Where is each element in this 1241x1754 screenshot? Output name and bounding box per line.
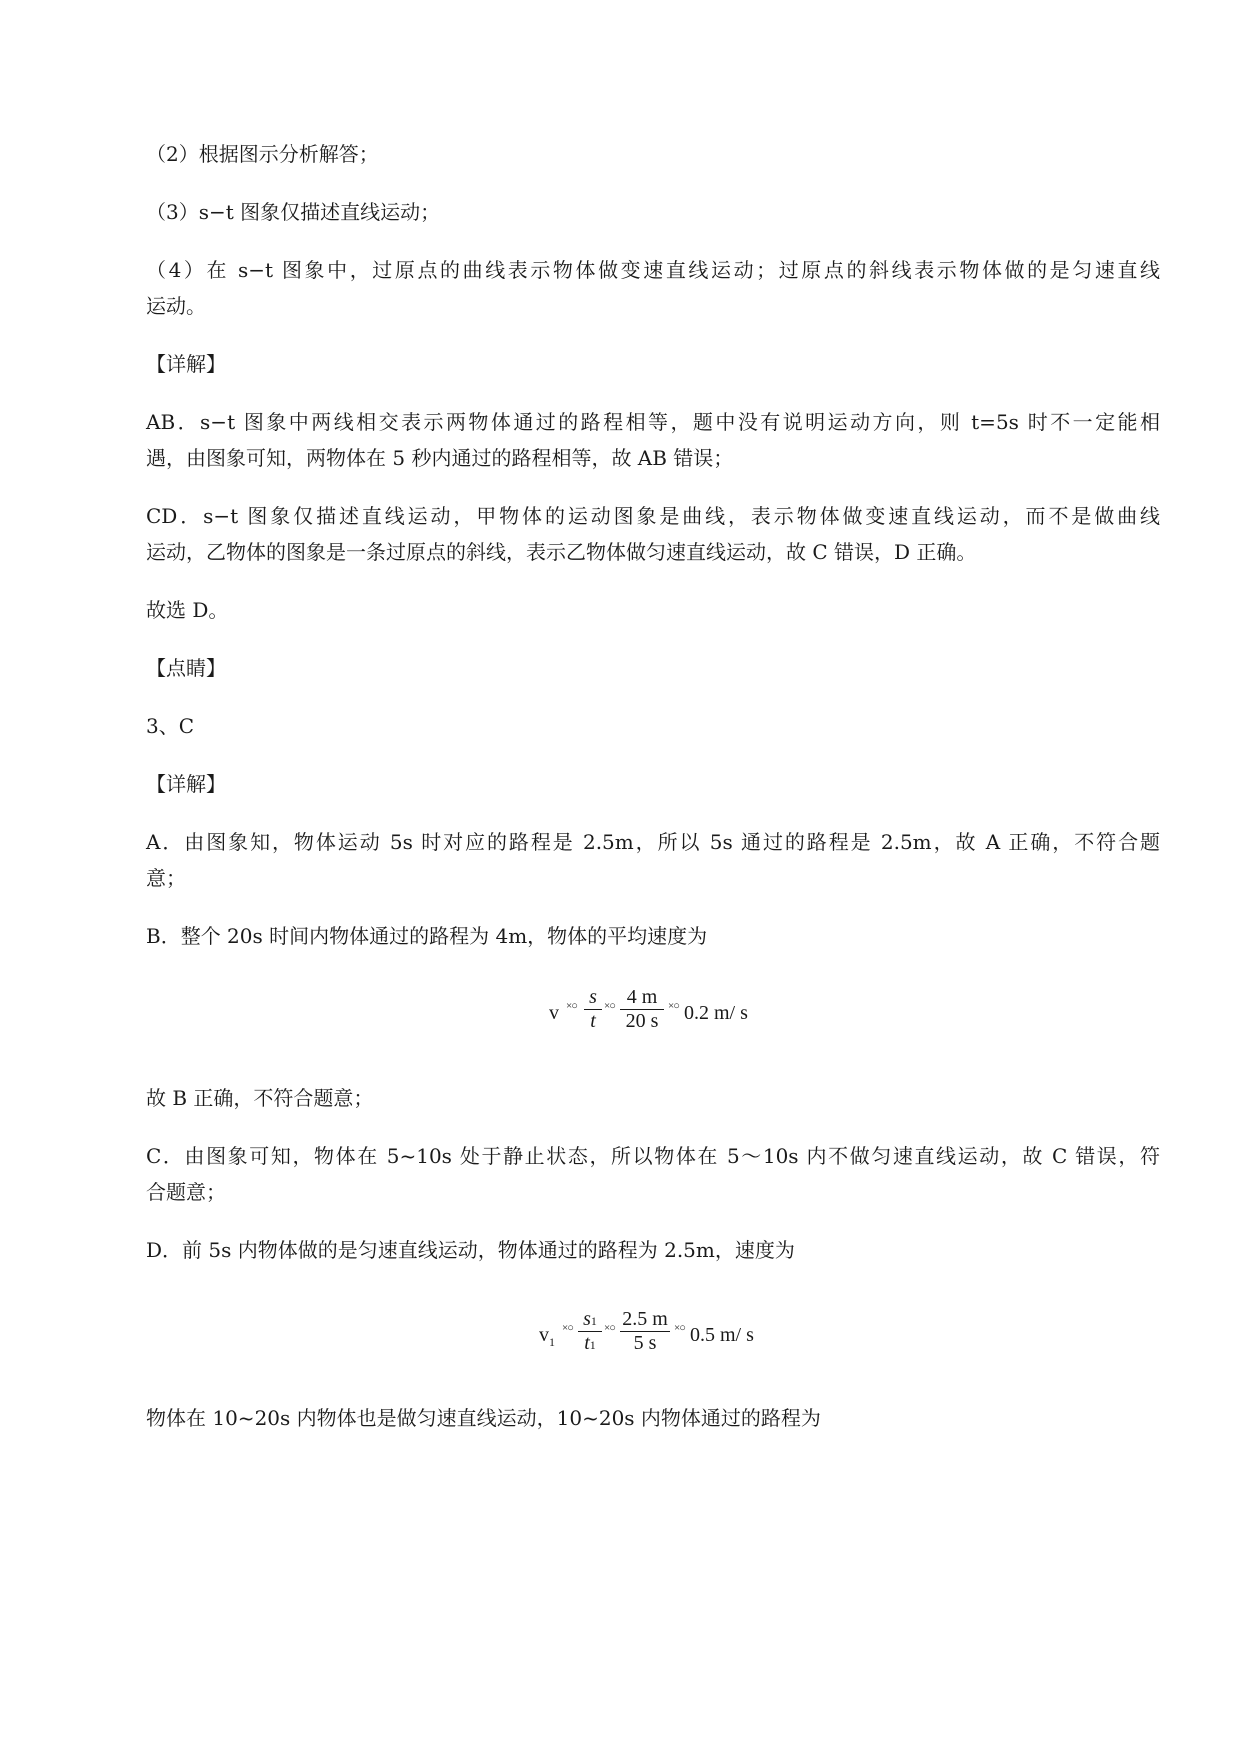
text-line: 运动。 [146, 294, 206, 318]
text-line: B．整个 20s 时间内物体通过的路程为 4m，物体的平均速度为 [146, 924, 708, 948]
fraction-numerator: s1 [583, 1308, 597, 1330]
formula-lhs-subscript: 1 [549, 1335, 555, 1349]
equals-mark: ×○ [674, 1322, 685, 1334]
text-line: （4）在 s−t 图象中，过原点的曲线表示物体做变速直线运动；过原点的斜线表示物体做的是匀速直线 [146, 258, 1160, 282]
fraction-4m-over-20s [620, 986, 664, 1033]
equals-mark: ×○ [604, 1322, 615, 1334]
fraction-denominator: 20 s [625, 1010, 659, 1032]
text-line: 合题意； [146, 1180, 226, 1204]
formula-result: 0.2 m/ s [684, 1002, 748, 1024]
text-line: D．前 5s 内物体做的是匀速直线运动，物体通过的路程为 2.5m，速度为 [146, 1238, 795, 1262]
equals-mark: ×○ [566, 1000, 577, 1012]
text-line: AB．s−t 图象中两线相交表示两物体通过的路程相等，题中没有说明运动方向，则 t=5s 时不一定能相 [146, 410, 1160, 434]
fraction-2-5m-over-5s [620, 1308, 670, 1355]
fraction-numerator: s [589, 986, 597, 1008]
text-line: 物体在 10~20s 内物体也是做匀速直线运动，10~20s 内物体通过的路程为 [146, 1406, 821, 1430]
fraction-denominator: 5 s [633, 1332, 657, 1354]
text-line: 意； [146, 866, 186, 890]
section-heading: 【点睛】 [146, 656, 226, 680]
equals-mark: ×○ [604, 1000, 615, 1012]
formula-lhs: v [539, 1324, 549, 1346]
fraction-numerator: 2.5 m [622, 1308, 668, 1330]
fraction-denominator: t [590, 1010, 596, 1032]
formula-lhs: v [549, 1002, 559, 1024]
text-line: 故 B 正确，不符合题意； [146, 1086, 374, 1110]
text-line: （3）s−t 图象仅描述直线运动； [146, 200, 441, 224]
text-line: 遇，由图象可知，两物体在 5 秒内通过的路程相等，故 AB 错误； [146, 446, 734, 470]
answer-number: 3、C [146, 714, 195, 738]
text-line: （2）根据图示分析解答； [146, 142, 379, 166]
text-line: 运动，乙物体的图象是一条过原点的斜线，表示乙物体做匀速直线运动，故 C 错误，D 正确。 [146, 540, 977, 564]
section-heading: 【详解】 [146, 772, 226, 796]
fraction-denominator: t1 [584, 1332, 596, 1354]
fraction-numerator: 4 m [626, 986, 658, 1008]
equals-mark: ×○ [562, 1322, 573, 1334]
text-line: A．由图象知，物体运动 5s 时对应的路程是 2.5m，所以 5s 通过的路程是 2.5m，故 A 正确，不符合题 [146, 830, 1160, 854]
formula-result: 0.5 m/ s [690, 1324, 754, 1346]
text-line: 故选 D。 [146, 598, 229, 622]
text-line: C．由图象可知，物体在 5~10s 处于静止状态，所以物体在 5～10s 内不做匀速直线运动，故 C 错误，符 [146, 1144, 1160, 1168]
section-heading: 【详解】 [146, 352, 226, 376]
fraction-s1-over-t1 [578, 1308, 602, 1355]
text-line: CD．s−t 图象仅描述直线运动，甲物体的运动图象是曲线，表示物体做变速直线运动，而不是做曲线 [146, 504, 1160, 528]
fraction-s-over-t [584, 986, 602, 1033]
equals-mark: ×○ [668, 1000, 679, 1012]
